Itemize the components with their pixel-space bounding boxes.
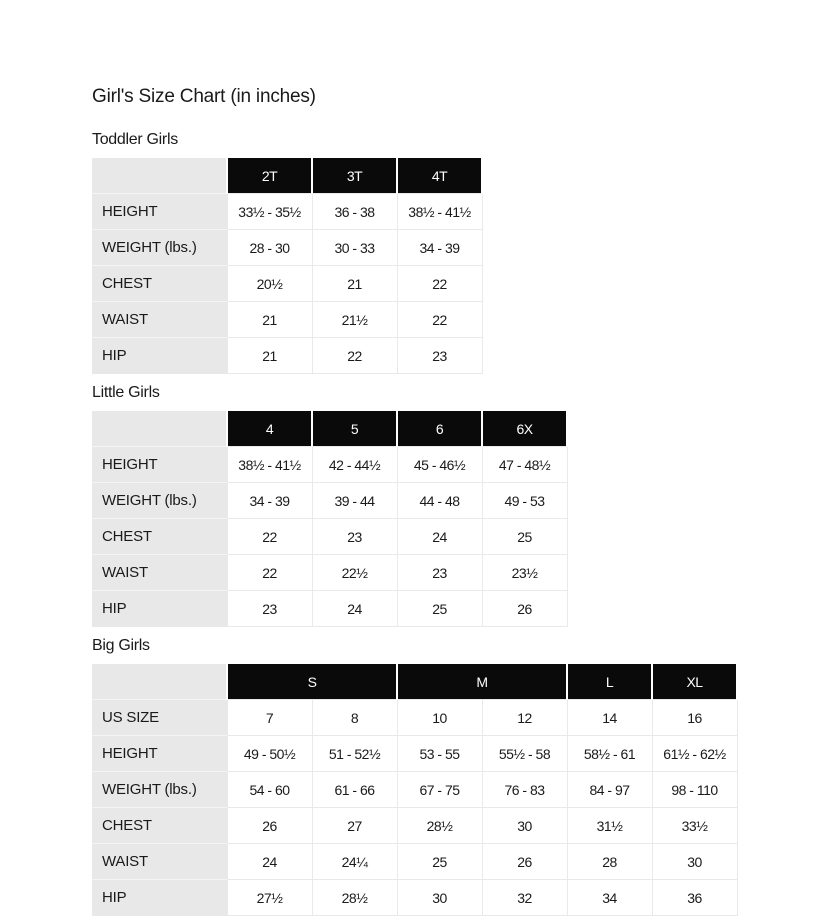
size-header: 4T (397, 158, 482, 194)
table-row (92, 230, 482, 266)
row-label: WAIST (92, 844, 227, 880)
measurement-cell: 30 - 33 (312, 230, 397, 266)
measurement-cell: 28 (567, 844, 652, 880)
size-header: L (567, 664, 652, 700)
table-row (92, 700, 737, 736)
row-label: HEIGHT (92, 447, 227, 483)
table-row (92, 555, 567, 591)
measurement-cell: 49 - 53 (482, 483, 567, 519)
table-row (92, 338, 482, 374)
row-label: HIP (92, 591, 227, 627)
measurement-cell: 38½ - 41½ (227, 447, 312, 483)
row-label: HEIGHT (92, 194, 227, 230)
measurement-cell: 16 (652, 700, 737, 736)
row-label: CHEST (92, 808, 227, 844)
table-row (92, 591, 567, 627)
header-corner-cell (92, 158, 227, 194)
page-title: Girl's Size Chart (in inches) (92, 86, 316, 107)
measurement-cell: 8 (312, 700, 397, 736)
row-label: US SIZE (92, 700, 227, 736)
measurement-cell: 30 (652, 844, 737, 880)
measurement-cell: 34 - 39 (397, 230, 482, 266)
measurement-cell: 44 - 48 (397, 483, 482, 519)
row-label: WAIST (92, 555, 227, 591)
size-header-row (92, 411, 567, 447)
size-header-row (92, 664, 737, 700)
size-header: XL (652, 664, 737, 700)
measurement-cell: 28 - 30 (227, 230, 312, 266)
table-row (92, 772, 737, 808)
measurement-cell: 27½ (227, 880, 312, 916)
measurement-cell: 23½ (482, 555, 567, 591)
row-label: HIP (92, 880, 227, 916)
measurement-cell: 47 - 48½ (482, 447, 567, 483)
row-label: WEIGHT (lbs.) (92, 230, 227, 266)
table-row (92, 880, 737, 916)
table-row (92, 302, 482, 338)
measurement-cell: 28½ (312, 880, 397, 916)
measurement-cell: 33½ (652, 808, 737, 844)
section-label-big-girls: Big Girls (92, 637, 150, 654)
measurement-cell: 49 - 50½ (227, 736, 312, 772)
table-row (92, 736, 737, 772)
measurement-cell: 12 (482, 700, 567, 736)
measurement-cell: 28½ (397, 808, 482, 844)
header-corner-cell (92, 411, 227, 447)
measurement-cell: 84 - 97 (567, 772, 652, 808)
table-row (92, 844, 737, 880)
row-label: HEIGHT (92, 736, 227, 772)
measurement-cell: 61 - 66 (312, 772, 397, 808)
size-header-row (92, 158, 482, 194)
measurement-cell: 67 - 75 (397, 772, 482, 808)
measurement-cell: 32 (482, 880, 567, 916)
row-label: WEIGHT (lbs.) (92, 483, 227, 519)
measurement-cell: 30 (397, 880, 482, 916)
size-header: 6X (482, 411, 567, 447)
measurement-cell: 10 (397, 700, 482, 736)
size-header: 6 (397, 411, 482, 447)
measurement-cell: 24¼ (312, 844, 397, 880)
measurement-cell: 20½ (227, 266, 312, 302)
table-row (92, 266, 482, 302)
measurement-cell: 21 (312, 266, 397, 302)
big-girls-size-table (92, 664, 738, 916)
measurement-cell: 22 (227, 555, 312, 591)
measurement-cell: 22½ (312, 555, 397, 591)
measurement-cell: 26 (482, 844, 567, 880)
measurement-cell: 25 (482, 519, 567, 555)
measurement-cell: 98 - 110 (652, 772, 737, 808)
table-row (92, 519, 567, 555)
measurement-cell: 23 (397, 555, 482, 591)
toddler-girls-size-table (92, 158, 483, 374)
measurement-cell: 24 (397, 519, 482, 555)
row-label: WEIGHT (lbs.) (92, 772, 227, 808)
size-header: 2T (227, 158, 312, 194)
measurement-cell: 39 - 44 (312, 483, 397, 519)
measurement-cell: 51 - 52½ (312, 736, 397, 772)
measurement-cell: 24 (312, 591, 397, 627)
measurement-cell: 22 (227, 519, 312, 555)
measurement-cell: 54 - 60 (227, 772, 312, 808)
size-header: 3T (312, 158, 397, 194)
little-girls-size-table (92, 411, 568, 627)
row-label: HIP (92, 338, 227, 374)
measurement-cell: 23 (312, 519, 397, 555)
table-row (92, 483, 567, 519)
measurement-cell: 36 (652, 880, 737, 916)
size-header: 4 (227, 411, 312, 447)
measurement-cell: 24 (227, 844, 312, 880)
measurement-cell: 76 - 83 (482, 772, 567, 808)
measurement-cell: 55½ - 58 (482, 736, 567, 772)
measurement-cell: 38½ - 41½ (397, 194, 482, 230)
measurement-cell: 25 (397, 844, 482, 880)
size-header: S (227, 664, 397, 700)
section-label-toddler-girls: Toddler Girls (92, 131, 178, 148)
table-row (92, 194, 482, 230)
measurement-cell: 23 (227, 591, 312, 627)
measurement-cell: 27 (312, 808, 397, 844)
table-row (92, 447, 567, 483)
measurement-cell: 31½ (567, 808, 652, 844)
measurement-cell: 36 - 38 (312, 194, 397, 230)
measurement-cell: 26 (227, 808, 312, 844)
measurement-cell: 34 (567, 880, 652, 916)
measurement-cell: 61½ - 62½ (652, 736, 737, 772)
measurement-cell: 22 (397, 302, 482, 338)
row-label: CHEST (92, 519, 227, 555)
size-header: M (397, 664, 567, 700)
measurement-cell: 14 (567, 700, 652, 736)
measurement-cell: 21 (227, 338, 312, 374)
measurement-cell: 23 (397, 338, 482, 374)
measurement-cell: 53 - 55 (397, 736, 482, 772)
measurement-cell: 7 (227, 700, 312, 736)
row-label: CHEST (92, 266, 227, 302)
measurement-cell: 22 (397, 266, 482, 302)
size-header: 5 (312, 411, 397, 447)
row-label: WAIST (92, 302, 227, 338)
measurement-cell: 42 - 44½ (312, 447, 397, 483)
measurement-cell: 30 (482, 808, 567, 844)
measurement-cell: 21 (227, 302, 312, 338)
header-corner-cell (92, 664, 227, 700)
section-label-little-girls: Little Girls (92, 384, 160, 401)
measurement-cell: 58½ - 61 (567, 736, 652, 772)
table-row (92, 808, 737, 844)
measurement-cell: 22 (312, 338, 397, 374)
measurement-cell: 21½ (312, 302, 397, 338)
measurement-cell: 33½ - 35½ (227, 194, 312, 230)
measurement-cell: 45 - 46½ (397, 447, 482, 483)
measurement-cell: 25 (397, 591, 482, 627)
measurement-cell: 34 - 39 (227, 483, 312, 519)
measurement-cell: 26 (482, 591, 567, 627)
